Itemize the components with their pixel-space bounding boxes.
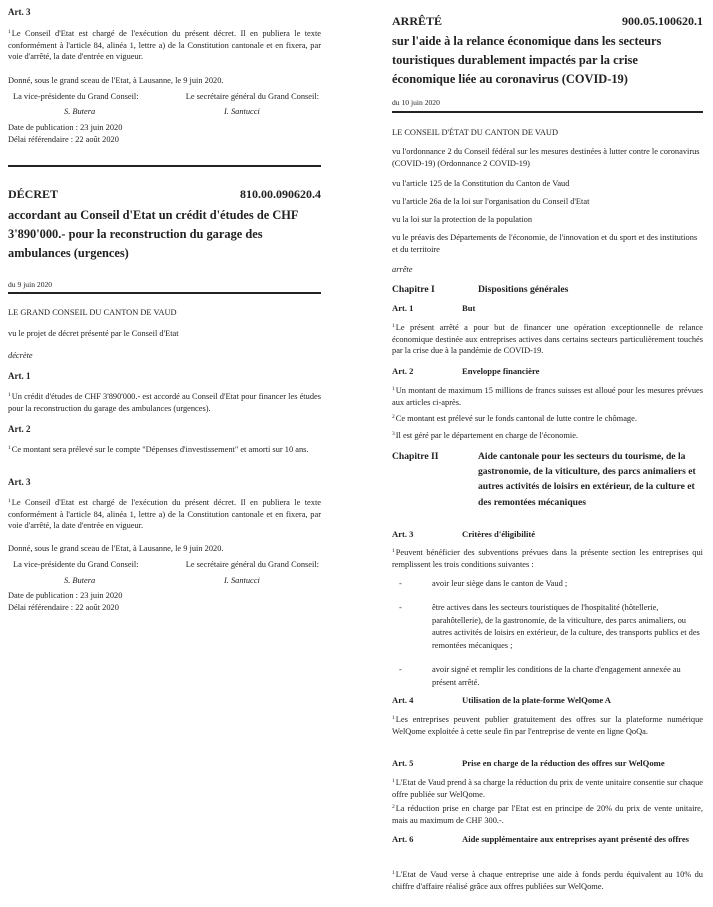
decree-given-statement: Donné, sous le grand sceau de l'Etat, à Lausanne, le 9 juin 2020.	[8, 544, 224, 553]
bullet-dash: -	[399, 579, 402, 588]
paragraph-text: Le Conseil d'Etat est chargé de l'exécution du présent décret. Il en publiera le texte conformément à l'article 84, alinéa 1, lettre a) de la Constitution cantonale et en fixera, par voie d'arrêté, la date d'entrée en vigueur.	[8, 29, 321, 62]
referendum-delay: Délai référendaire : 22 août 2020	[8, 135, 119, 144]
arrete-art6-heading	[392, 832, 692, 846]
decree-art3-paragraph	[8, 497, 321, 532]
decree-publication-date: Date de publication : 23 juin 2020	[8, 591, 123, 600]
chapter-number: Chapitre I	[392, 284, 435, 295]
section-divider	[8, 165, 321, 167]
arrete-art1-heading	[392, 303, 703, 313]
paragraph-text: L'Etat de Vaud prend à sa charge la réduction du prix de vente unitaire consentie sur chaque offre publiée sur WelQome.	[392, 778, 703, 799]
art3-paragraph	[8, 28, 321, 63]
decree-header	[8, 187, 321, 202]
decree-art2-heading: Art. 2	[8, 424, 31, 434]
paragraph-text: L'Etat de Vaud verse à chaque entreprise une aide à fonds perdu équivalent au 10% du chiffre d'affaire réalisé grâce aux offres publiées sur WelQome.	[392, 870, 703, 891]
paragraph-text: Il est géré par le département en charge de l'économie.	[395, 431, 579, 440]
arrete-recital: vu le préavis des Départements de l'économie, de l'innovation et du sport et des institutions et du territoire	[392, 233, 698, 254]
arrete-recital: vu la loi sur la protection de la population	[392, 215, 533, 224]
decree-authority: LE GRAND CONSEIL DU CANTON DE VAUD	[8, 308, 177, 317]
arrete-art2-heading	[392, 366, 703, 376]
article-number: Art. 1	[392, 303, 414, 313]
arrete-art6-paragraph	[392, 869, 703, 892]
signature-role-left: La vice-présidente du Grand Conseil:	[13, 560, 139, 569]
signature-name-left: S. Butera	[64, 107, 96, 116]
chapter-number: Chapitre II	[392, 451, 439, 462]
eligibility-bullet	[392, 664, 703, 689]
arrete-art2-paragraph	[392, 413, 703, 425]
signature-name-right: I. Santucci	[224, 107, 260, 116]
paragraph-text: Les entreprises peuvent publier gratuitement des offres sur la plateforme numérique WelQome exploitée à cette seule fin par l'entreprise de vente en ligne QoQa.	[392, 715, 703, 736]
article-title: Utilisation de la plate-forme WelQome A	[462, 695, 612, 705]
eligibility-bullet	[392, 602, 703, 652]
signature-roles	[13, 91, 319, 102]
given-statement: Donné, sous le grand sceau de l'Etat, à Lausanne, le 9 juin 2020.	[8, 76, 224, 85]
signature-role-right: Le secrétaire général du Grand Conseil:	[185, 92, 319, 101]
arrete-recital: vu l'ordonnance 2 du Conseil fédéral sur les mesures destinées à lutter contre le coronavirus (COVID-19) (Ordonnance 2 COVID-19)	[392, 147, 700, 168]
arrete-art1-paragraph	[392, 322, 703, 357]
arrete-art5-paragraph	[392, 777, 703, 800]
paragraph-number: 1	[392, 870, 395, 876]
article-number: Art. 3	[392, 529, 414, 539]
paragraph-text: Peuvent bénéficier des subventions prévues dans la présente section les entreprises qui remplissent les trois conditions suivantes :	[392, 548, 703, 569]
paragraph-number: 2	[392, 804, 395, 810]
paragraph-number: 1	[392, 548, 395, 554]
arrete-number: 900.05.100620.1	[622, 14, 703, 28]
paragraph-number: 1	[8, 445, 11, 451]
decree-signature-name-left: S. Butera	[64, 576, 96, 585]
chapter-title: Aide cantonale pour les secteurs du tourisme, de la gastronomie, de la viticulture, des parcs animaliers et autres activités de loisirs en extérieur, de la culture et des remontées mécaniques	[478, 451, 696, 508]
arrete-art2-paragraph	[392, 385, 703, 408]
arrete-art3-heading	[392, 529, 703, 539]
decree-art3-heading: Art. 3	[8, 477, 31, 487]
bullet-text: avoir signé et remplir les conditions de la charte d'engagement annexée au présent arrêté.	[432, 665, 681, 687]
arrete-enacting: arrête	[392, 265, 413, 274]
chapter-title: Dispositions générales	[478, 284, 569, 295]
arrete-authority: LE CONSEIL D'ÉTAT DU CANTON DE VAUD	[392, 128, 559, 137]
paragraph-text: Un montant de maximum 15 millions de francs suisses est alloué pour les mesures prévues aux articles ci-après.	[392, 386, 703, 407]
decree-header-rule	[8, 292, 321, 294]
decree-recital: vu le projet de décret présenté par le Conseil d'Etat	[8, 329, 179, 338]
article-number: Art. 2	[392, 366, 414, 376]
article-number: Art. 4	[392, 695, 414, 705]
eligibility-bullet	[392, 578, 703, 590]
decree-title: accordant au Conseil d'Etat un crédit d'études de CHF 3'890'000.- pour la reconstruction du garage des ambulances (urgences)	[8, 208, 299, 260]
decree-art1-paragraph	[8, 391, 321, 414]
paragraph-number: 1	[392, 715, 395, 721]
arrete-type: ARRÊTÉ	[392, 14, 443, 28]
arrete-art4-paragraph	[392, 714, 703, 737]
art3-heading: Art. 3	[8, 7, 31, 17]
paragraph-number: 2	[392, 414, 395, 420]
arrete-recital: vu l'article 26a de la loi sur l'organisation du Conseil d'Etat	[392, 197, 590, 206]
paragraph-text: Un crédit d'études de CHF 3'890'000.- est accordé au Conseil d'Etat pour financer les études pour la reconstruction du garage des ambulances (urgences).	[8, 392, 321, 413]
article-number: Art. 6	[392, 834, 414, 844]
arrete-recital: vu l'article 125 de la Constitution du Canton de Vaud	[392, 179, 570, 188]
decree-signature-name-right: I. Santucci	[224, 576, 260, 585]
publication-date: Date de publication : 23 juin 2020	[8, 123, 123, 132]
decree-signature-roles	[13, 559, 319, 570]
arrete-art3-paragraph	[392, 547, 703, 570]
arrete-art5-paragraph	[392, 803, 703, 826]
chapter-2-heading	[392, 449, 703, 510]
bullet-text: être actives dans les secteurs touristiques de l'hospitalité (hôtellerie, parahôtellerie), de la gastronomie, de la viticulture, des parcs animaliers, ou autres activités de loisirs en extérieur, de la culture, des transports publics et des remontées mécaniques ;	[432, 603, 700, 650]
paragraph-number: 1	[392, 323, 395, 329]
paragraph-number: 1	[392, 386, 395, 392]
arrete-date: du 10 juin 2020	[392, 98, 440, 107]
paragraph-number: 1	[8, 29, 11, 35]
decree-art1-heading: Art. 1	[8, 371, 31, 381]
decree-number: 810.00.090620.4	[240, 187, 321, 201]
decree-date: du 9 juin 2020	[8, 280, 53, 289]
paragraph-number: 1	[8, 392, 11, 398]
arrete-art5-heading	[392, 758, 703, 768]
arrete-title: sur l'aide à la relance économique dans les secteurs touristiques durablement impactés par la crise économique liée au coronavirus (COVID-19)	[392, 34, 662, 86]
article-title: But	[462, 303, 476, 313]
paragraph-text: La réduction prise en charge par l'Etat est en principe de 20% du prix de vente unitaire, mais au maximum de CHF 300.-.	[392, 804, 703, 825]
paragraph-text: Le présent arrêté a pour but de financer une opération exceptionnelle de relance économique destinée aux entreprises actives dans certains secteurs particulièrement touchés par la crise due à la pandémie de COVID-19.	[392, 323, 703, 356]
paragraph-text: Ce montant est prélevé sur le fonds cantonal de lutte contre le chômage.	[395, 414, 637, 423]
signature-role-left: La vice-présidente du Grand Conseil:	[13, 92, 139, 101]
arrete-header	[392, 14, 703, 29]
article-title: Aide supplémentaire aux entreprises ayant présenté des offres	[462, 834, 689, 844]
article-title: Enveloppe financière	[462, 366, 540, 376]
article-title: Prise en charge de la réduction des offres sur WelQome	[462, 758, 665, 768]
bullet-dash: -	[399, 603, 402, 612]
paragraph-number: 1	[8, 498, 11, 504]
arrete-art4-heading	[392, 695, 703, 705]
article-number: Art. 5	[392, 758, 414, 768]
bullet-dash: -	[399, 665, 402, 674]
arrete-header-rule	[392, 111, 703, 113]
signature-role-right: Le secrétaire général du Grand Conseil:	[185, 560, 319, 569]
article-title: Critères d'éligibilité	[462, 529, 536, 539]
decree-art2-paragraph	[8, 444, 321, 456]
decree-referendum-delay: Délai référendaire : 22 août 2020	[8, 603, 119, 612]
paragraph-text: Le Conseil d'Etat est chargé de l'exécution du présent décret. Il en publiera le texte conformément à l'article 84, alinéa 1, lettre a) de la Constitution cantonale et en fixera, par voie d'arrêté, la date d'entrée en vigueur.	[8, 498, 321, 531]
bullet-text: avoir leur siège dans le canton de Vaud ;	[432, 579, 568, 588]
paragraph-text: Ce montant sera prélevé sur le compte "Dépenses d'investissement" et amorti sur 10 ans.	[11, 445, 309, 454]
decree-enacting: décrète	[8, 351, 33, 360]
chapter-1-heading	[392, 284, 703, 295]
decree-type: DÉCRET	[8, 187, 59, 201]
arrete-art2-paragraph	[392, 430, 703, 442]
paragraph-number: 1	[392, 778, 395, 784]
paragraph-number: 3	[392, 431, 395, 437]
